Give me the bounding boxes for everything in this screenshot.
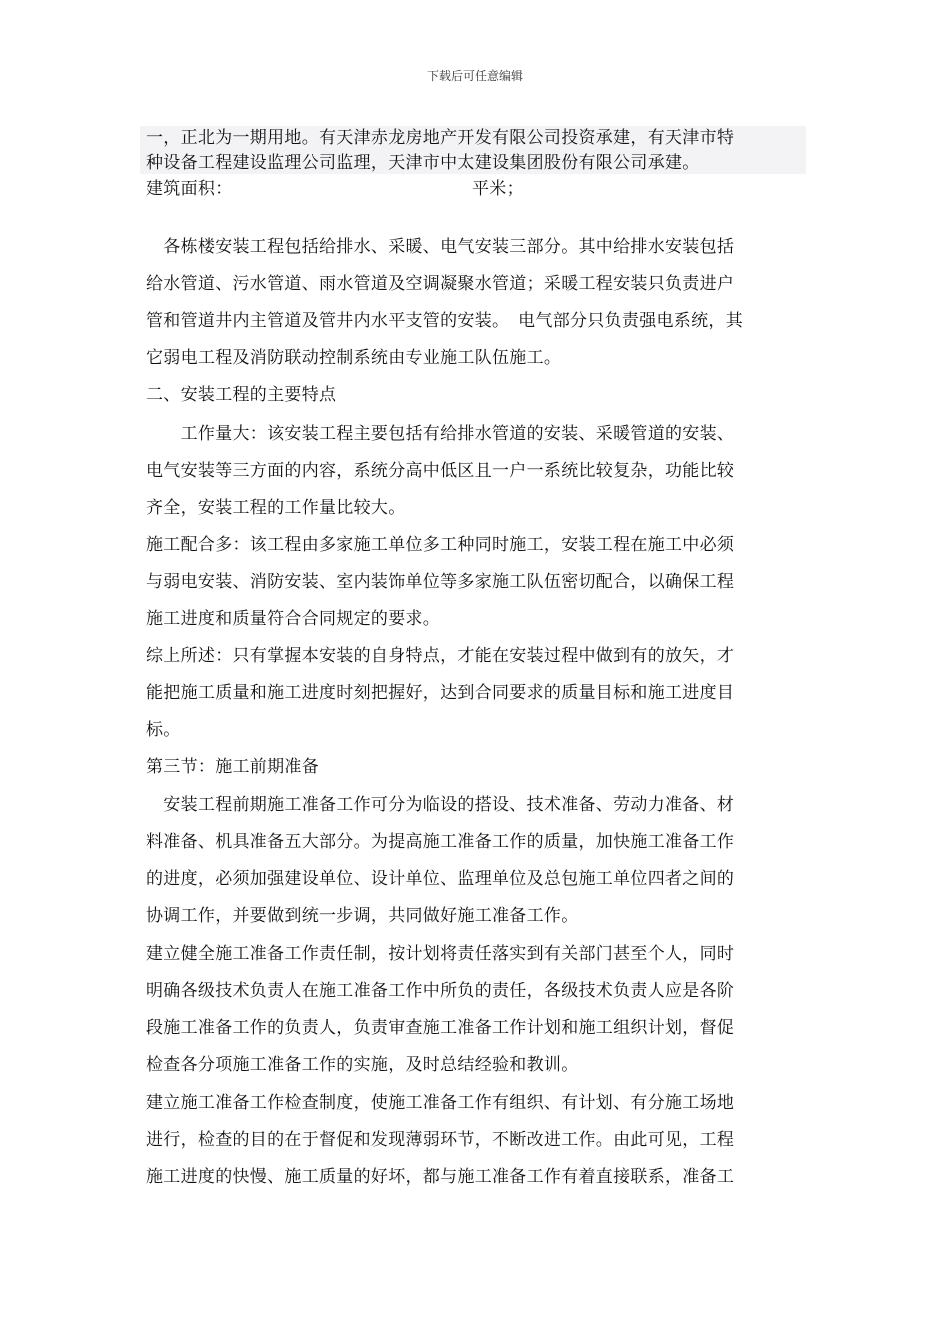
text-line: 管和管道井内主管道及管井内水平支管的安装。 电气部分只负责强电系统，其	[146, 311, 743, 331]
text-line: 电气安装等三方面的内容，系统分高中低区且一户一系统比较复杂，功能比较	[146, 461, 735, 481]
page-header: 下载后可任意编辑	[426, 69, 523, 83]
area-label: 建筑面积：	[146, 179, 233, 199]
text-line: 工作量大：该安装工程主要包括有给排水管道的安装、采暖管道的安装、	[146, 424, 735, 444]
text-line: 明确各级技术负责人在施工准备工作中所负的责任，各级技术负责人应是各阶	[146, 981, 735, 1001]
text-line: 各栋楼安装工程包括给排水、采暖、电气安装三部分。其中给排水安装包括	[146, 237, 735, 257]
area-unit: 平米；	[472, 179, 524, 199]
text-line: 进行，检查的目的在于督促和发现薄弱环节，不断改进工作。由此可见，工程	[146, 1130, 735, 1150]
building-area	[146, 179, 524, 199]
text-line: 施工进度和质量符合合同规定的要求。	[146, 609, 441, 629]
text-line: 协调工作，并要做到统一步调，共同做好施工准备工作。	[146, 906, 579, 926]
text-line: 建立健全施工准备工作责任制，按计划将责任落实到有关部门甚至个人，同时	[146, 944, 735, 964]
section-heading: 第三节：施工前期准备	[146, 757, 319, 777]
text-line: 齐全，安装工程的工作量比较大。	[146, 498, 406, 518]
text-line: 建立施工准备工作检查制度，使施工准备工作有组织、有计划、有分施工场地	[146, 1093, 735, 1113]
text-line: 标。	[146, 720, 181, 740]
text-line: 能把施工质量和施工进度时刻把握好，达到合同要求的质量目标和施工进度目	[146, 683, 735, 703]
text-line: 料准备、机具准备五大部分。为提高施工准备工作的质量，加快施工准备工作	[146, 832, 735, 852]
text-line: 综上所述：只有掌握本安装的自身特点，才能在安装过程中做到有的放矢，才	[146, 646, 735, 666]
text-line: 给水管道、污水管道、雨水管道及空调凝聚水管道；采暖工程安装只负责进户	[146, 274, 735, 294]
text-line: 它弱电工程及消防联动控制系统由专业施工队伍施工。	[146, 348, 562, 368]
text-line: 安装工程前期施工准备工作可分为临设的搭设、技术准备、劳动力准备、材	[146, 795, 735, 815]
text-line: 的进度，必须加强建设单位、设计单位、监理单位及总包施工单位四者之间的	[146, 869, 735, 889]
intro-line-1: 一，正北为一期用地。有天津赤龙房地产开发有限公司投资承建，有天津市特	[146, 128, 735, 148]
text-line: 与弱电安装、消防安装、室内装饰单位等多家施工队伍密切配合，以确保工程	[146, 572, 735, 592]
text-line: 施工进度的快慢、施工质量的好坏，都与施工准备工作有着直接联系，准备工	[146, 1167, 735, 1187]
text-line: 段施工准备工作的负责人，负责审查施工准备工作计划和施工组织计划，督促	[146, 1018, 735, 1038]
text-line: 检查各分项施工准备工作的实施，及时总结经验和教训。	[146, 1055, 579, 1075]
text-line: 施工配合多：该工程由多家施工单位多工种同时施工，安装工程在施工中必须	[146, 535, 735, 555]
section-heading: 二、安装工程的主要特点	[146, 385, 337, 405]
intro-line-2: 种设备工程建设监理公司监理，天津市中太建设集团股份有限公司承建。	[146, 153, 700, 173]
